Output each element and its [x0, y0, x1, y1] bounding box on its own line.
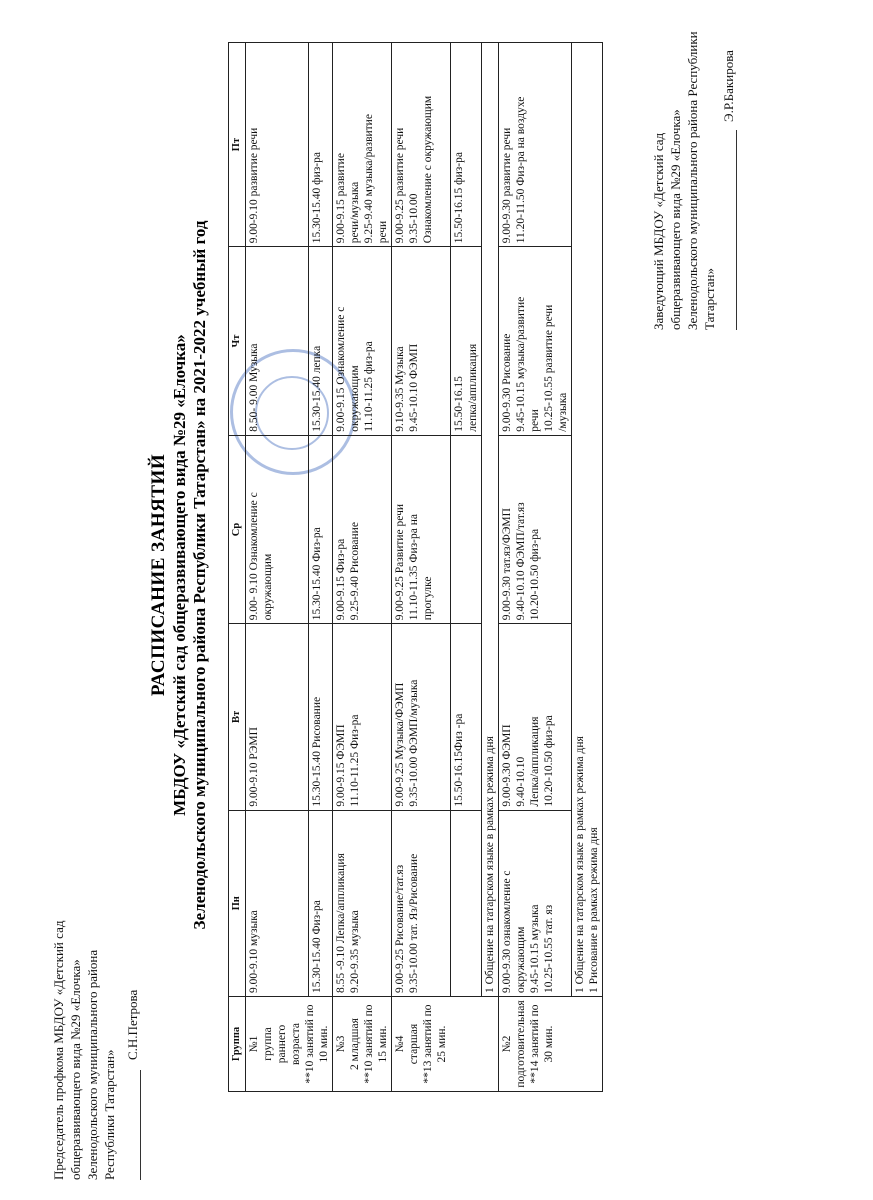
cell-tue — [392, 624, 451, 810]
title-block — [148, 100, 210, 1050]
column-header-mon: Пн — [229, 810, 246, 996]
cell-line: 11.10-11.25 физ-ра — [363, 341, 375, 432]
cell-line: 9.00-9.25 Развитие речи — [394, 503, 406, 621]
cell-line: подготовительная — [515, 1000, 527, 1088]
cell-fri — [499, 43, 572, 247]
cell-line: 10 мин. — [318, 1025, 330, 1063]
cell-line: 9.00-9.30 Рисование — [501, 333, 513, 432]
cell-mon — [309, 810, 333, 996]
cell-line: возраста — [290, 1023, 302, 1065]
cell-spacer — [421, 250, 435, 431]
cell-line: 9.00-9.25 Рисование/тат.яз — [394, 864, 406, 994]
cell-line: **13 занятий по — [422, 1004, 434, 1084]
cell-line: №4 — [394, 1035, 406, 1053]
table-row — [392, 43, 451, 1092]
cell-thu — [246, 247, 309, 435]
cell-line: 9.25-9.40 музыка/развитие — [363, 114, 375, 244]
signature-line — [126, 1070, 141, 1180]
signature-row — [124, 800, 141, 1180]
cell-spacer — [261, 814, 275, 993]
cell-spacer — [261, 627, 275, 806]
group-cell — [499, 997, 603, 1092]
cell-line: 1 Общение на татарском языке в рамках режима дня — [484, 736, 496, 994]
page-title: РАСПИСАНИЕ ЗАНЯТИЙ — [148, 453, 169, 697]
cell-tue — [246, 624, 309, 810]
cell-wed — [451, 435, 482, 623]
cell-line: 11.20-11.50 Физ-ра на воздухе — [515, 96, 527, 244]
group-cell — [333, 997, 392, 1092]
cell-line: 25 мин. — [436, 1025, 448, 1063]
approval-line: Зеленодольского муниципального района Республики — [685, 31, 700, 330]
cell-line: 9.35-10.00 — [408, 193, 420, 244]
cell-line: **14 занятий по — [529, 1004, 541, 1084]
cell-tue — [333, 624, 392, 810]
cell-mon — [246, 810, 309, 996]
cell-line: 9.20-9.35 музыка — [349, 910, 361, 994]
cell-thu — [333, 247, 392, 435]
cell-line: 9.45-10.10 ФЭМП — [408, 343, 420, 432]
note-cell — [482, 43, 499, 997]
cell-line: Ознакомление с окружающим — [422, 95, 434, 244]
column-header-group: Группа — [229, 997, 246, 1092]
cell-fri — [333, 43, 392, 247]
approval-block-trade-union — [50, 800, 141, 1180]
column-header-tue: Вт — [229, 624, 246, 810]
cell-line: 15.30-15.40 Рисование — [311, 696, 324, 807]
cell-line: 15.50-16.15 физ-ра — [453, 152, 465, 244]
cell-line: 11.10-11.35 Физ-ра на — [408, 514, 420, 621]
cell-line: 9.35-10.00 ФЭМП/музыка — [408, 679, 420, 807]
cell-line: речи — [377, 220, 389, 244]
cell-line: 9.00-9.25 развитие речи — [394, 127, 406, 244]
cell-wed — [246, 435, 309, 623]
cell-line: 9.00-9.30 развитие речи — [501, 127, 513, 244]
cell-line: 15.30-15.40 Физ-ра — [311, 900, 324, 994]
cell-tue — [309, 624, 333, 810]
approval-block-director — [650, 0, 737, 330]
cell-spacer — [421, 814, 435, 993]
cell-line: речи — [529, 409, 541, 432]
cell-line: 9.00-9.15 Ознакомление с — [335, 306, 347, 432]
signature-name: Э.Р.Бакирова — [721, 50, 736, 122]
cell-line: 15.50-16.15Физ -ра — [453, 713, 465, 807]
cell-line: №3 — [335, 1035, 347, 1053]
cell-mon — [499, 810, 572, 996]
approval-line: Зеленодольского муниципального района — [85, 949, 100, 1180]
cell-line: 9.00-9.10 музыка — [248, 910, 260, 994]
cell-line: 9.00-9.30 ознакомление с — [501, 870, 513, 994]
cell-line: 9.00-9.15 развитие — [335, 153, 347, 244]
approval-line: Председатель профкома МБДОУ «Детский сад — [51, 920, 66, 1180]
cell-line: 11.10-11.25 Физ-ра — [349, 714, 361, 807]
signature-name: С.Н.Петрова — [125, 989, 140, 1060]
cell-line: 9.00-9.30 ФЭМП — [501, 724, 513, 807]
cell-line: №1 — [248, 1035, 260, 1053]
cell-line: №2 — [501, 1035, 513, 1053]
cell-line: группа — [262, 1027, 274, 1061]
cell-line: 9.00-9.15 Физ-ра — [335, 538, 347, 621]
cell-fri — [392, 43, 451, 247]
cell-spacer — [261, 46, 275, 243]
cell-tue — [451, 624, 482, 810]
cell-spacer — [275, 439, 289, 620]
table-row-note — [572, 43, 603, 1092]
cell-line: раннего — [276, 1024, 288, 1064]
cell-line: окружающим — [515, 926, 527, 994]
cell-line: прогулке — [422, 576, 434, 621]
cell-line: 9.00-9.30 тат.яз/ФЭМП — [501, 508, 513, 621]
cell-line: 2 младшая — [349, 1018, 361, 1070]
cell-mon — [392, 810, 451, 996]
cell-line: 9.00-9.10 РЭМП — [248, 727, 260, 807]
cell-line: 1 Рисование в рамках режима дня — [588, 827, 600, 994]
cell-line: 9.10-9.35 Музыка — [394, 346, 406, 432]
cell-line: 9.00- 9.10 Ознакомление с — [248, 492, 260, 621]
cell-fri — [246, 43, 309, 247]
cell-line: 9.45-10.15 музыка/развитие — [515, 296, 527, 432]
cell-line: 9.25-9.40 Рисование — [349, 522, 361, 621]
table-row — [309, 43, 333, 1092]
table-row-note — [482, 43, 499, 1092]
group-cell — [392, 997, 499, 1092]
cell-line: 15.30-15.40 Физ-ра — [311, 527, 324, 621]
cell-spacer — [435, 439, 449, 620]
cell-line: 10.25-10.55 развитие речи — [543, 304, 555, 432]
cell-line: 9.35-10.00 тат. Яз/Рисование — [408, 853, 420, 994]
note-cell — [572, 43, 603, 997]
cell-line: 15.30-15.40 лепка — [311, 345, 324, 432]
cell-thu — [392, 247, 451, 435]
cell-spacer — [261, 250, 275, 431]
cell-line: 9.00-9.25 Музыка/ФЭМП — [394, 682, 406, 807]
table-row — [246, 43, 309, 1092]
approval-line: Татарстан» — [702, 268, 717, 330]
page-subtitle: МБДОУ «Детский сад общеразвивающего вида №29 «Елочка» — [170, 334, 189, 816]
cell-line: 10.20-10.50 физ-ра — [529, 528, 541, 621]
table-header-row — [229, 43, 246, 1092]
cell-line: 15.30-15.40 физ-ра — [311, 152, 324, 244]
page-subtitle: Зеленодольского муниципального района Республики Татарстан» на 2021-2022 учебный год — [190, 220, 209, 930]
cell-fri — [309, 43, 333, 247]
approval-line: общеразвивающего вида №29 «Елочка» — [668, 109, 683, 330]
cell-mon — [451, 810, 482, 996]
cell-line: 1 Общение на татарском языке в рамках режима дня — [574, 736, 586, 994]
cell-line: Лепка/аппликация — [529, 716, 541, 807]
schedule-table — [228, 42, 603, 1092]
approval-line: общеразвивающего вида №29 «Елочка» — [68, 959, 83, 1180]
cell-mon — [333, 810, 392, 996]
cell-thu — [451, 247, 482, 435]
approval-line: Республики Татарстан» — [102, 1049, 117, 1180]
group-cell — [246, 997, 333, 1092]
cell-line: окружающим — [349, 365, 361, 432]
cell-line: 9.40-10.10 ФЭМП/тат.яз — [515, 502, 527, 621]
approval-line: Заведующий МБДОУ «Детский сад — [651, 132, 666, 330]
cell-fri — [451, 43, 482, 247]
cell-line: 15 мин. — [377, 1025, 389, 1063]
cell-line: 9.00-9.15 ФЭМП — [335, 724, 347, 807]
table-row — [451, 43, 482, 1092]
cell-wed — [333, 435, 392, 623]
cell-line: 8.50- 9.00 Музыка — [248, 343, 260, 432]
cell-line: 10.25-10.55 тат. яз — [543, 904, 555, 994]
cell-line: речи/музыка — [349, 181, 361, 244]
cell-line: 9.45-10.15 музыка — [529, 904, 541, 994]
table-row — [333, 43, 392, 1092]
cell-spacer — [421, 627, 435, 806]
cell-line: окружающим — [262, 553, 274, 621]
cell-tue — [499, 624, 572, 810]
column-header-thu: Чт — [229, 247, 246, 435]
cell-line: **10 занятий по — [363, 1004, 375, 1084]
cell-line: /музыка — [557, 392, 569, 432]
cell-line: **10 занятий по — [304, 1004, 316, 1084]
cell-line: 10.20-10.50 физ-ра — [543, 715, 555, 807]
cell-line: 9.40-10.10 — [515, 756, 527, 807]
cell-wed — [392, 435, 451, 623]
cell-thu — [499, 247, 572, 435]
cell-wed — [309, 435, 333, 623]
cell-thu — [309, 247, 333, 435]
cell-line: 15.50-16.15 — [453, 376, 465, 432]
cell-wed — [499, 435, 572, 623]
cell-line: 30 мин. — [543, 1025, 555, 1063]
signature-row — [720, 0, 737, 330]
column-header-fri: Пт — [229, 43, 246, 247]
cell-line: 8.55 -9.10 Лепка/аппликация — [335, 853, 347, 994]
cell-line: лепка/аппликация — [467, 343, 479, 432]
cell-spacer — [435, 46, 449, 243]
column-header-wed: Ср — [229, 435, 246, 623]
signature-line — [722, 130, 737, 330]
cell-line: 9.00-9.10 развитие речи — [248, 127, 260, 244]
cell-line: старшая — [408, 1023, 420, 1065]
table-row — [499, 43, 572, 1092]
